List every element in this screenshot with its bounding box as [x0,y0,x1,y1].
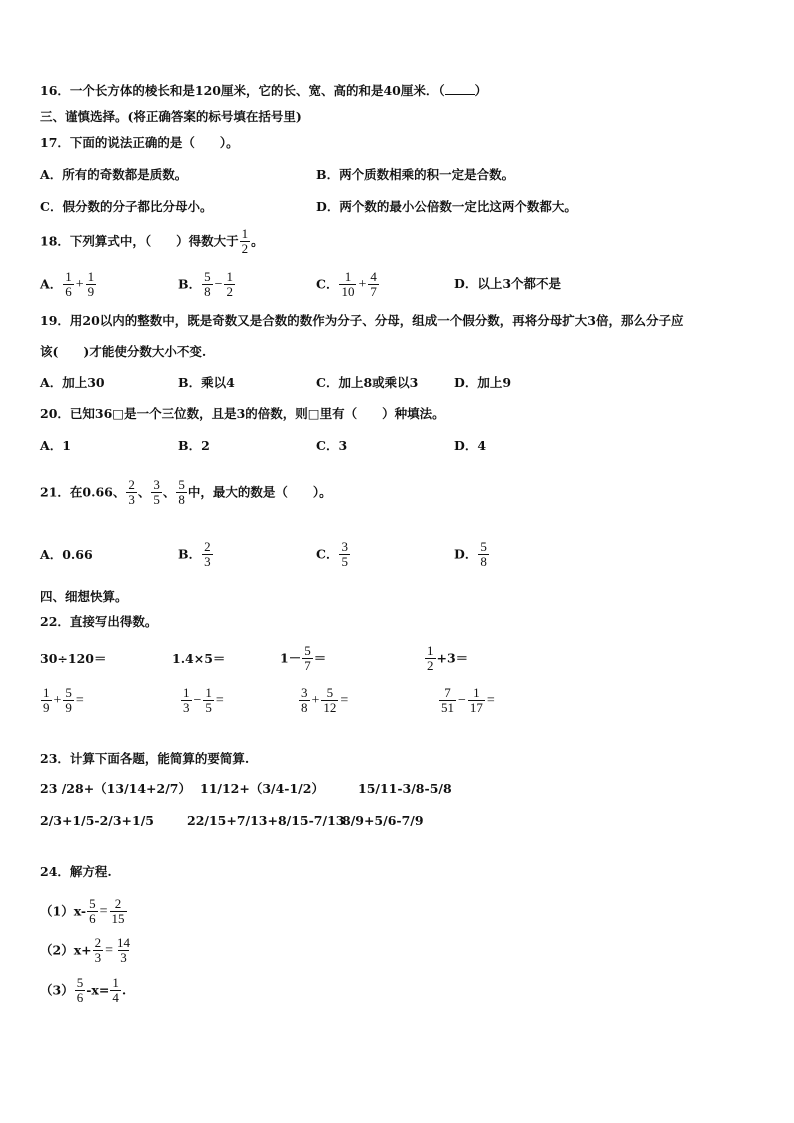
q24-equation-3: （3） $\frac{5}{6}$ -x= $\frac{1}{4}$ . [40,975,127,1005]
q23-expr: 15/11-3/8-5/8 [358,781,452,796]
q21-option-b[interactable]: B． $\frac{2}{3}$ [178,539,211,569]
q23-expr: 22/15+7/13+8/15-7/13 [187,813,345,828]
q19-option-c[interactable]: C．加上8或乘以3 [316,375,419,390]
q22-expr-3: 1－ $\frac{5}{7}$ ＝ [280,643,327,673]
q23-expr: 8/9+5/6-7/9 [342,813,424,828]
q20-option-a[interactable]: A．1 [40,438,71,453]
question-16-text: 16．一个长方体的棱长和是120厘米，它的长、宽、高的和是40厘米．（ [40,83,445,98]
q20-option-c[interactable]: C．3 [316,438,348,453]
fraction: $\frac{1}{2}$ [241,226,249,256]
q21-option-d[interactable]: D． $\frac{5}{8}$ [454,539,487,569]
q17-option-b[interactable]: B．两个质数相乘的积一定是合数。 [316,167,515,182]
question-18: 18．下列算式中，（ ）得数大于 $\frac{1}{2}$ 。 [40,226,264,256]
q22-expr-2: 1.4×5＝ [172,651,226,666]
q20-option-d[interactable]: D．4 [454,438,487,453]
q18-option-b[interactable]: B． $\frac{5}{8}$ − $\frac{1}{2}$ [178,269,233,299]
q23-expr: 2/3+1/5-2/3+1/5 [40,813,154,828]
question-20-text: 20．已知36□是一个三位数，且是3的倍数，则□里有（ ）种填法。 [40,406,445,421]
q19-option-a[interactable]: A．加上30 [40,375,105,390]
q22-expr-5: $\frac{1}{9}$ + $\frac{5}{9}$ = [43,685,84,715]
question-23-text: 23．计算下面各题，能简算的要简算. [40,751,250,766]
section-4-heading: 四、细想快算。 [40,589,128,604]
answer-blank[interactable] [445,82,475,95]
question-16 [40,82,487,100]
question-19-line2: 该( )才能使分数大小不变. [40,344,207,359]
question-24-text: 24．解方程. [40,864,112,879]
q17-option-d[interactable]: D．两个数的最小公倍数一定比这两个数都大。 [316,199,577,214]
q22-expr-8: $\frac{7}{51}$ − $\frac{1}{17}$ = [441,685,495,715]
q22-expr-4: $\frac{1}{2}$ +3＝ [427,643,469,673]
question-21: 21．在0.66、 $\frac{2}{3}$ 、 $\frac{3}{5}$ 、 $\frac{5}{8}$ 中，最大的数是（ ）。 [40,477,332,507]
q23-expr: 23 /28+（13/14+2/7） [40,781,191,796]
q24-equation-2: （2）x+ $\frac{2}{3}$ = $\frac{14}{3}$ [40,935,131,965]
question-22-text: 22．直接写出得数。 [40,614,158,629]
question-18-text: 18．下列算式中，（ ）得数大于 [40,233,239,249]
question-16-end: ） [474,83,488,98]
q19-option-b[interactable]: B．乘以4 [178,375,235,390]
q17-option-a[interactable]: A．所有的奇数都是质数。 [40,167,188,182]
q21-option-c[interactable]: C． $\frac{3}{5}$ [316,539,348,569]
q22-expr-6: $\frac{1}{3}$ − $\frac{1}{5}$ = [183,685,224,715]
q17-option-c[interactable]: C．假分数的分子都比分母小。 [40,199,213,214]
q24-equation-1: （1）x- $\frac{5}{6}$ = $\frac{2}{15}$ [40,896,125,926]
q18-option-c[interactable]: C． $\frac{1}{10}$ + $\frac{4}{7}$ [316,269,377,299]
q20-option-b[interactable]: B．2 [178,438,210,453]
q18-option-a[interactable]: A． $\frac{1}{6}$ + $\frac{1}{9}$ [40,269,95,299]
section-3-heading: 三、谨慎选择。(将正确答案的标号填在括号里) [40,109,302,124]
q22-expr-7: $\frac{3}{8}$ + $\frac{5}{12}$ = [301,685,349,715]
q21-option-a[interactable]: A．0.66 [40,547,93,562]
q22-expr-1: 30÷120＝ [40,651,107,666]
q19-option-d[interactable]: D．加上9 [454,375,512,390]
question-17-text: 17．下面的说法正确的是（ ）。 [40,135,239,150]
q18-option-d[interactable]: D．以上3个都不是 [454,276,562,291]
question-19-line1: 19．用20以内的整数中，既是奇数又是合数的数作为分子、分母，组成一个假分数，再将分母扩大3倍，那么分子应 [40,313,684,328]
q23-expr: 11/12+（3/4-1/2） [200,781,324,796]
